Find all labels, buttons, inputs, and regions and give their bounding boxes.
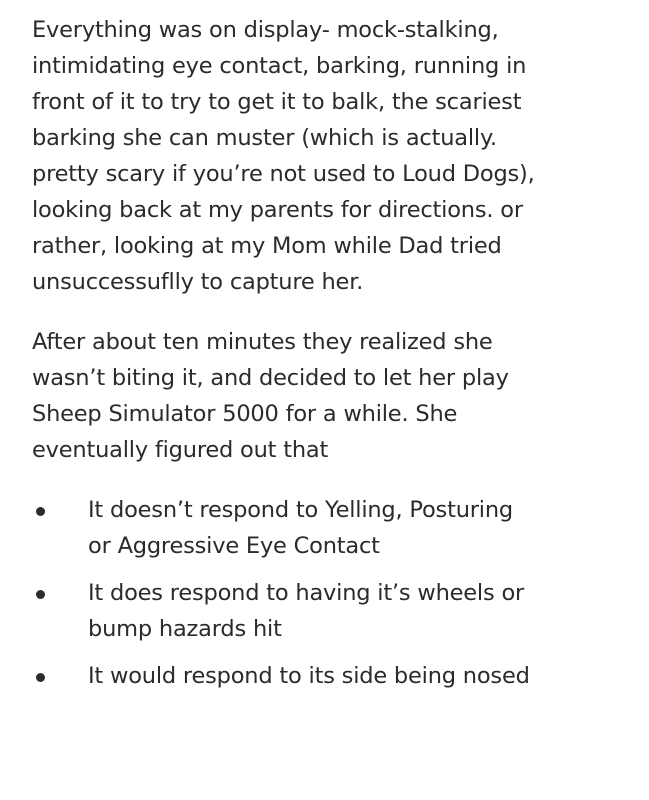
text-line: unsuccessuflly to capture her. [32, 269, 364, 295]
list-item [32, 575, 632, 647]
text-line: front of it to try to get it to balk, the scariest [32, 89, 522, 115]
paragraph-2 [32, 324, 632, 468]
text-line: barking she can muster (which is actually. [32, 125, 497, 151]
text-line: It does respond to having it’s wheels or [88, 580, 525, 606]
text-line: eventually figured out that [32, 437, 329, 463]
bullet-icon [36, 590, 45, 599]
text-line: Everything was on display- mock-stalking, [32, 17, 499, 43]
text-line: It doesn’t respond to Yelling, Posturing [88, 497, 513, 523]
list-item [32, 658, 632, 694]
text-line: bump hazards hit [88, 616, 282, 642]
text-line: looking back at my parents for directions. or [32, 197, 523, 223]
text-line: rather, looking at my Mom while Dad tried [32, 233, 502, 259]
text-line: wasn’t biting it, and decided to let her play [32, 365, 509, 391]
text-line: Sheep Simulator 5000 for a while. She [32, 401, 458, 427]
bullet-list [32, 492, 632, 694]
post-body [32, 12, 632, 705]
bullet-icon [36, 673, 45, 682]
text-line: After about ten minutes they realized she [32, 329, 493, 355]
text-line: pretty scary if you’re not used to Loud Dogs), [32, 161, 535, 187]
text-line: It would respond to its side being nosed [88, 663, 530, 689]
list-item [32, 492, 632, 564]
paragraph-1 [32, 12, 632, 300]
text-line: intimidating eye contact, barking, running in [32, 53, 527, 79]
bullet-icon [36, 507, 45, 516]
text-line: or Aggressive Eye Contact [88, 533, 380, 559]
